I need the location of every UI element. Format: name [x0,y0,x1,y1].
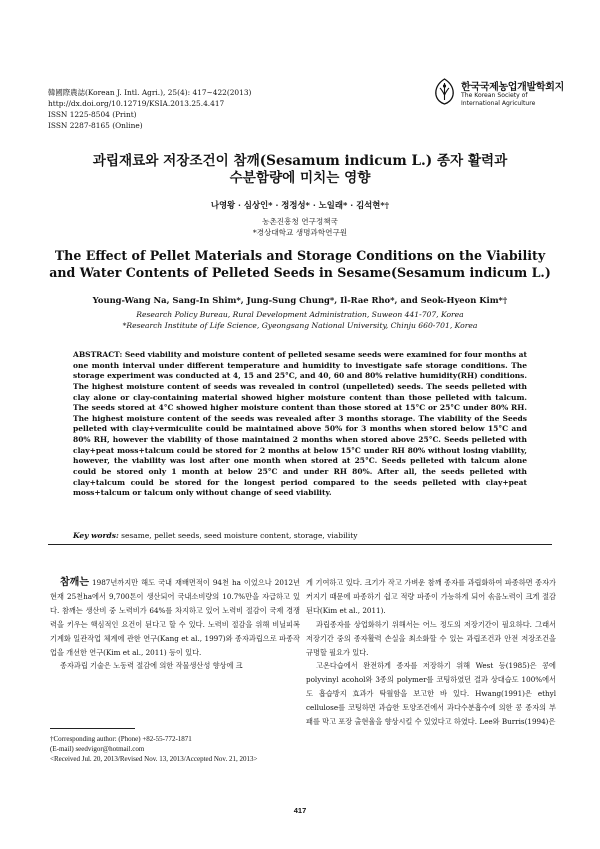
issn-print: ISSN 1225-8504 (Print) [48,110,137,119]
issn-online: ISSN 2287-8165 (Online) [48,121,143,130]
lead-word: 참깨는 [60,577,89,588]
abstract-text: Seed viability and moisture content of pelleted sesame seeds were examined for four months at one month interval under different temperature and humidity to investigate safe storage conditions. The storage experiment was conducted at 4, 15 and 25°C, and 40, 60 and 80% relative humidity(RH) conditions. The highest moisture content of seeds was revealed in control (unpelleted) seeds. The seeds pelleted with clay alone or clay-containing material showed higher moisture content than those pelleted with talcum. The seeds stored at 4°C showed higher moisture content than those stored at 15°C or 25°C under 80% RH. The highest moisture content of the seeds was revealed after 3 months storage. The viability of the Seeds pelleted with clay+vermiculite could be maintained above 50% for 3 months when stored below 15°C and 80% RH, however the viability of those maintained 2 months when stored above 25°C. Seeds pelleted with clay+peat moss+talcum could be stored for 2 months at below 15°C under RH 80% without losing viability, however, the viability was lost after one month when stored at 25°C. Seeds pelleted with talcum alone could be stored only 1 month at below 25°C and under RH 80%. After all, the seeds pelleted with clay+talcum could be stored for the longest period compared to the seeds pelleted with clay+peat moss+talcum or talcum only without change of seed viability. [73,350,527,498]
english-title-line1: The Effect of Pellet Materials and Storage Conditions on the Viability [54,248,546,263]
abstract-label: ABSTRACT: [73,350,123,359]
body-paragraph: 과립종자를 상업화하기 위해서는 어느 정도의 저장기간이 필요하다. 그래서 저장기간 중의 종자활력 손실을 최소화할 수 있는 과립조건과 안전 저장조건을 규명할 필요가 있다. [306,619,556,657]
body-paragraph: 고온다습에서 완전하게 종자를 저장하기 위해 West 등(1985)은 콩에 polyvinyl acohol와 3종의 polymer를 코팅하였던 결과 상대습도 100%에서도 흡습방지 효과가 탁월함을 보고한 바 있다. Hwang(1991)은 ethyl cellulose를 코팅하면 과습한 토양조건에서 과다수분흡수에 의한 콩 종자의 부패를 막고 포장 출현율을 향상시킬 수 있었다고 하였다. Lee와 Burris(1994)은 [306,661,556,727]
korean-title-line2: 수분함량에 미치는 영향 [229,170,371,186]
korean-affiliations [60,217,540,238]
english-affiliation-1: Research Policy Bureau, Rural Development Administration, Suweon 441-707, Korea [136,310,464,319]
abstract-divider [48,544,552,545]
keywords [73,531,527,542]
english-affiliations [48,310,552,332]
korean-affiliation-2: *경상대학교 생명과학연구원 [252,227,348,237]
body-column-right [306,576,556,729]
society-emblem-icon [433,78,456,105]
body-paragraph [50,576,300,659]
korean-authors: 나영왕 · 심상인* · 정정성* · 노일래* · 김석현*† [210,200,390,210]
keywords-label: Key words: [73,531,119,540]
korean-title-line1: 과립재료와 저장조건이 참깨(Sesamum indicum L.) 종자 활력과 [92,153,508,169]
abstract [73,350,527,499]
english-title [48,248,552,281]
english-authors: Young-Wang Na, Sang-In Shim*, Jung-Sung Chung*, Il-Rae Rho*, and Seok-Hyeon Kim*† [92,295,508,305]
society-logo [433,74,564,116]
journal-citation: 韓國際農誌(Korean J. Intl. Agri.), 25(4): 417~422(2013) [48,88,252,97]
korean-affiliation-1: 농촌진흥청 연구정책국 [262,217,338,226]
footnote-divider [50,728,135,729]
english-affiliation-2: *Research Institute of Life Science, Gyeongsang National University, Chinju 660-701, Korea [122,320,478,330]
body-column-left [50,576,300,673]
body-text: 1987년까지만 해도 국내 재배면적이 94천 ha 이었으나 2012년 현재 25천ha에서 9,700톤이 생산되어 국내소비량의 10.7%만을 자급하고 있다. 참깨는 생산비 중 노력비가 64%를 차지하고 있어 노력비 절감이 국제 경쟁력을 키우는 핵심적인 요건이 된다고 할 수 있다. 노력비 절감을 위해 비닐피복 기계화 일관작업 체계에 관한 연구(Kang et al., 1997)와 종자과립으로 파종작업을 개선한 연구(Kim et al., 2011) 등이 있다. [50,578,300,657]
body-paragraph: 게 기여하고 있다. 크기가 작고 가벼운 참깨 종자를 과립화하여 파종하면 종자가 커지기 때문에 파종하기 쉽고 적량 파종이 가능하게 되어 솎음노력이 크게 절감된다(Kim et al., 2011). [306,578,556,615]
keywords-text: sesame, pellet seeds, seed moisture content, storage, viability [121,531,358,540]
english-title-line2: and Water Contents of Pelleted Seeds in Sesame(Sesamum indicum L.) [49,264,551,280]
received-dates: <Received Jul. 20, 2013/Revised Nov. 13, 2013/Accepted Nov. 21, 2013> [50,755,258,764]
body-paragraph: 종자과립 기술은 노동력 절감에 의한 작물생산성 향상에 크 [60,661,243,671]
footnote [50,734,310,765]
korean-title [60,153,540,187]
society-name-korean: 한국국제농업개발학회지 [461,82,564,93]
journal-header [48,87,338,131]
doi-link[interactable]: http://dx.doi.org/10.12719/KSIA.2013.25.4.417 [48,99,225,108]
corresponding-author: †Corresponding author: (Phone) +82-55-772-1871 [50,735,192,743]
author-email[interactable]: (E-mail) seedvigor@hotmail.com [50,745,145,754]
society-name-english: The Korean Society of International Agriculture [461,92,536,107]
page-number: 417 [293,806,307,815]
